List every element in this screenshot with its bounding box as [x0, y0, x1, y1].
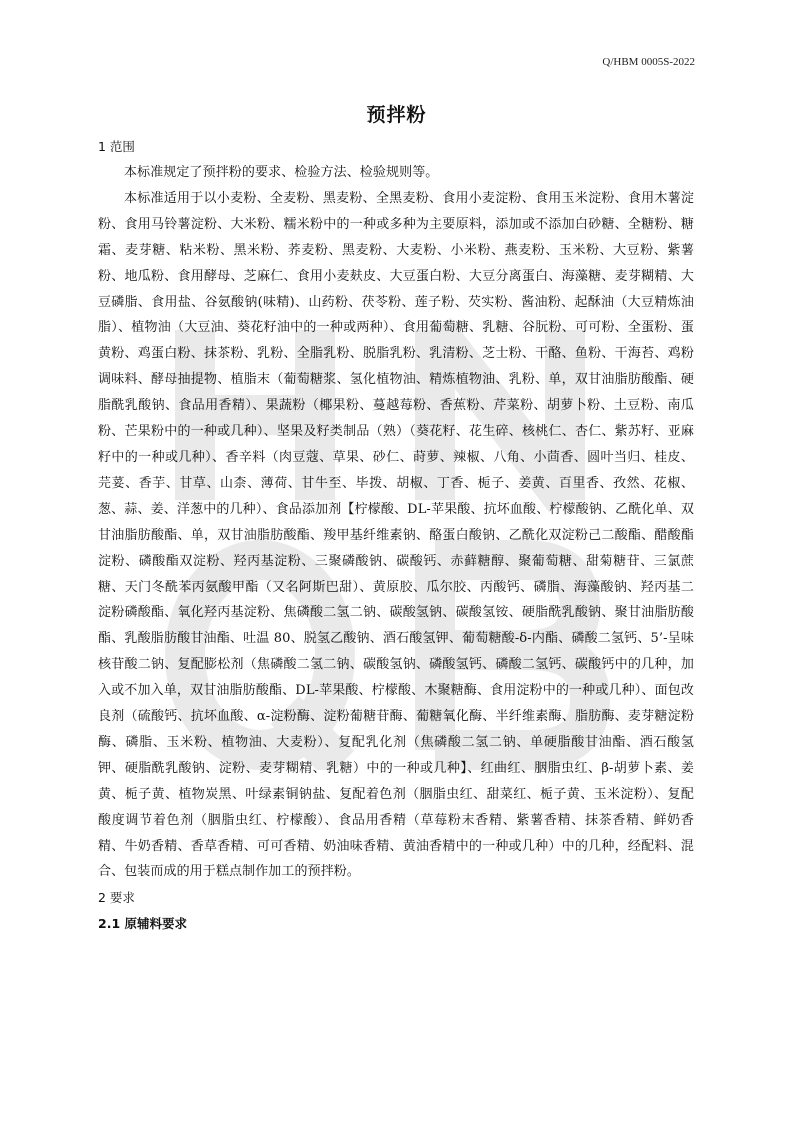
section-1-paragraph-2: 本标准适用于以小麦粉、全麦粉、黑麦粉、全黑麦粉、食用小麦淀粉、食用玉米淀粉、食用木薯淀粉、食用马铃薯淀粉、大米粉、糯米粉中的一种或多种为主要原料，添加或不添加白砂糖、全糖粉、糖霜、麦芽糖、粘米粉、黑米粉、荞麦粉、黑麦粉、大麦粉、小米粉、燕麦粉、玉米粉、大豆粉、紫薯粉、地瓜粉、食用酵母、芝麻仁、食用小麦麸皮、大豆蛋白粉、大豆分离蛋白、海藻糖、麦芽糊精、大豆磷脂、食用盐、谷氨酸钠(味精)、山药粉、茯苓粉、莲子粉、芡实粉、酱油粉、起酥油（大豆精炼油脂）、植物油（大豆油、葵花籽油中的一种或两种）、食用葡萄糖、乳糖、谷朊粉、可可粉、全蛋粉、蛋黄粉、鸡蛋白粉、抹茶粉、乳粉、全脂乳粉、脱脂乳粉、乳清粉、芝士粉、干酪、鱼粉、干海苔、鸡粉调味料、酵母抽提物、植脂末（葡萄糖浆、氢化植物油、精炼植物油、乳粉、单，双甘油脂肪酸酯、硬脂酰乳酸钠、食品用香精）、果蔬粉（椰果粉、蔓越莓粉、香蕉粉、芹菜粉、胡萝卜粉、土豆粉、南瓜粉、芒果粉中的一种或几种）、坚果及籽类制品（熟）（葵花籽、花生碎、核桃仁、杏仁、紫苏籽、亚麻籽中的一种或几种）、香辛料（肉豆蔻、草果、砂仁、莳萝、辣椒、八角、小茴香、圆叶当归、桂皮、芫荽、香芋、甘草、山柰、薄荷、甘牛至、毕拨、胡椒、丁香、栀子、姜黄、百里香、孜然、花椒、葱、蒜、姜、洋葱中的几种）、食品添加剂【柠檬酸、DL-苹果酸、抗坏血酸、柠檬酸钠、乙酰化单、双甘油脂肪酸酯、单，双甘油脂肪酸酯、羧甲基纤维素钠、酪蛋白酸钠、乙酰化双淀粉己二酸酯、醋酸酯淀粉、磷酸酯双淀粉、羟丙基淀粉、三聚磷酸钠、碳酸钙、赤藓糖醇、聚葡萄糖、甜菊糖苷、三氯蔗糖、天门冬酰苯丙氨酸甲酯（又名阿斯巴甜）、黄原胶、瓜尔胶、丙酸钙、磷脂、海藻酸钠、羟丙基二淀粉磷酸酯、氧化羟丙基淀粉、焦磷酸二氢二钠、碳酸氢钠、碳酸氢铵、硬脂酰乳酸钠、聚甘油脂肪酸酯、乳酸脂肪酸甘油酯、吐温 80、脱氢乙酸钠、酒石酸氢钾、葡萄糖酸-δ-内酯、磷酸二氢钙、5’-呈味核苷酸二钠、复配膨松剂（焦磷酸二氢二钠、碳酸氢钠、磷酸氢钙、磷酸二氢钙、碳酸钙中的几种，加入或不加入单，双甘油脂肪酸酯、DL-苹果酸、柠檬酸、木聚糖酶、食用淀粉中的一种或几种）、面包改良剂（硫酸钙、抗坏血酸、α-淀粉酶、淀粉葡糖苷酶、葡糖氧化酶、半纤维素酶、脂肪酶、麦芽糖淀粉酶、磷脂、玉米粉、植物油、大麦粉）、复配乳化剂（焦磷酸二氢二钠、单硬脂酸甘油酯、酒石酸氢钾、硬脂酰乳酸钠、淀粉、麦芽糊精、乳糖）中的一种或几种】、红曲红、胭脂虫红、β-胡萝卜素、姜黄、栀子黄、植物炭黑、叶绿素铜钠盐、复配着色剂（胭脂虫红、甜菜红、栀子黄、玉米淀粉）、复配酸度调节着色剂（胭脂虫红、柠檬酸）、食品用香精（草莓粉末香精、紫薯香精、抹茶香精、鲜奶香精、牛奶香精、香草香精、可可香精、奶油味香精、黄油香精中的一种或几种）中的几种，经配料、混合、包装而成的用于糕点制作加工的预拌粉。	[98, 190, 694, 880]
section-2-1-heading: 2.1 原辅料要求	[98, 916, 187, 932]
page-title: 预拌粉	[366, 104, 427, 126]
section-1-paragraph-1: 本标准规定了预拌粉的要求、检验方法、检验规则等。	[124, 165, 439, 180]
section-2-heading: 2 要求	[98, 890, 135, 906]
section-1-heading: 1 范围	[98, 139, 135, 154]
document-body	[98, 134, 694, 937]
document-code: Q/HBM 0005S-2022	[602, 56, 695, 68]
